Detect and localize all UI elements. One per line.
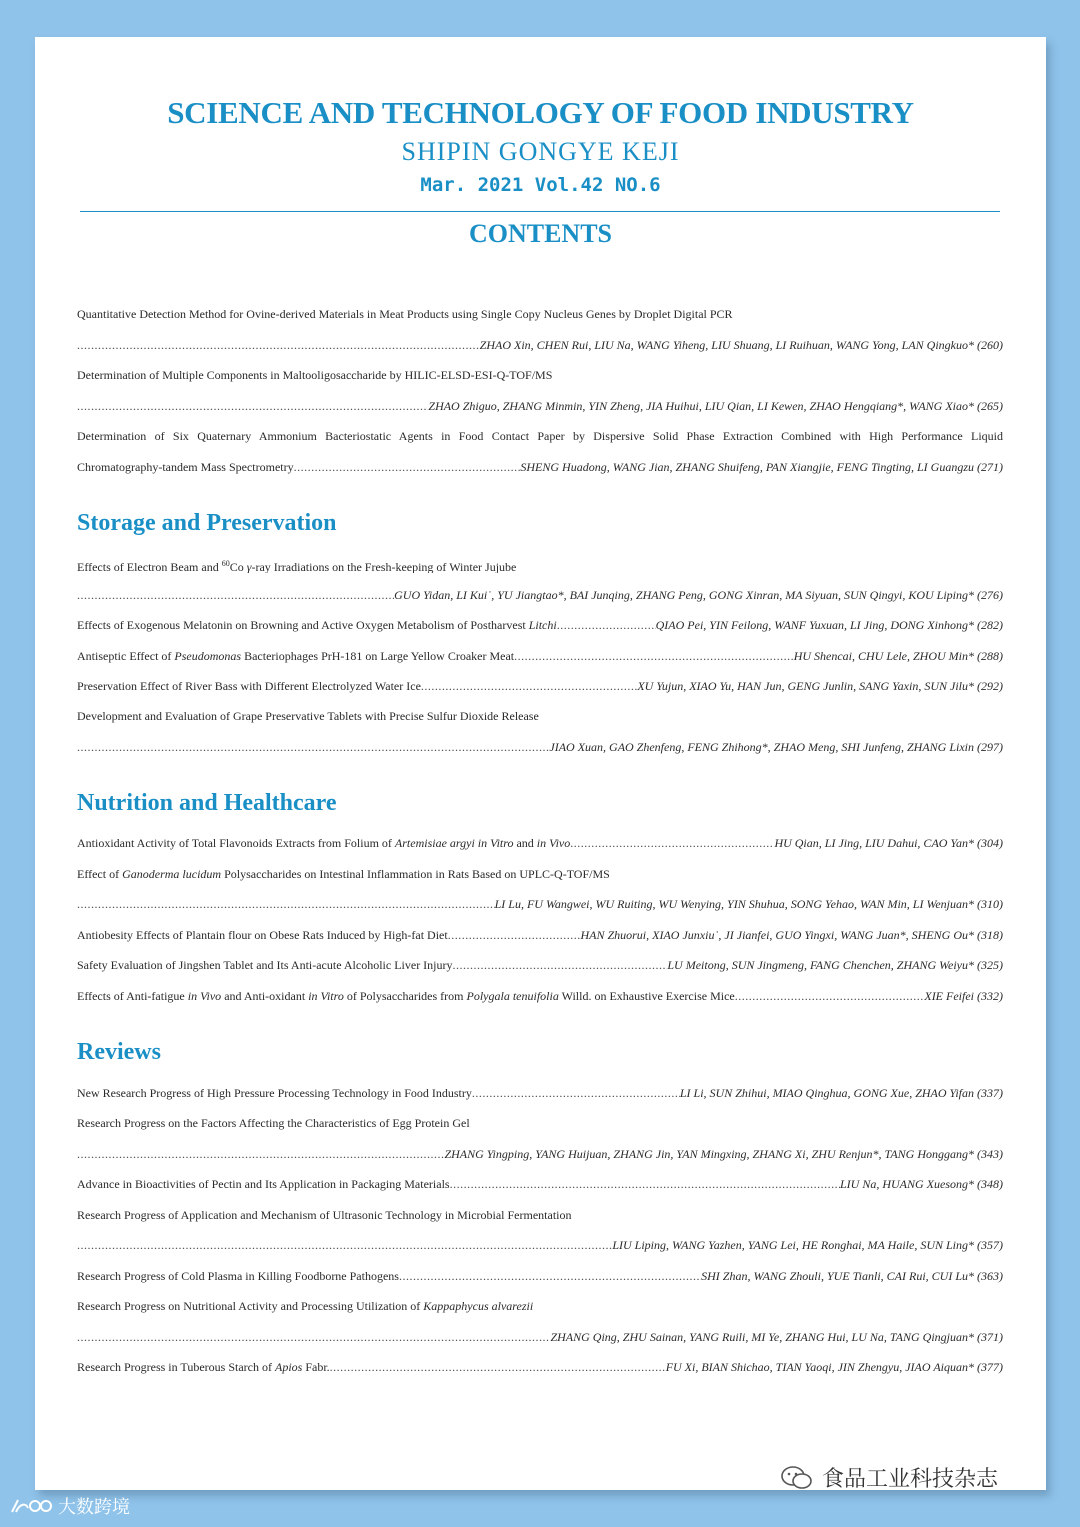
toc-entry[interactable]: ..... ZHANG Yingping, YANG Huijuan, ZHANG Jin, YAN Mingxing, ZHANG Xi, ZHU Renjun*, TANG Honggang* (343) — [77, 1145, 1003, 1163]
watermark-left-text: 大数跨境 — [58, 1497, 130, 1518]
wechat-watermark — [780, 1462, 998, 1493]
toc-entry[interactable]: Research Progress on Nutritional Activity and Processing Utilization of Kappaphycus alvarezii — [77, 1299, 534, 1313]
toc-entry[interactable]: Effect of Ganoderma lucidum Polysaccharides on Intestinal Inflammation in Rats Based on UPLC-Q-TOF/MS — [77, 867, 610, 881]
toc-entry[interactable]: ..... ZHAO Zhiguo, ZHANG Minmin, YIN Zheng, JIA Huihui, LIU Qian, LI Kewen, ZHAO Hengqiang*, WANG Xiao* (265) — [77, 397, 1003, 415]
toc-entry[interactable]: ..... ZHAO Xin, CHEN Rui, LIU Na, WANG Yiheng, LIU Shuang, LI Ruihuan, WANG Yong, LAN Qingkuo* (260) — [77, 336, 1003, 354]
toc-entry[interactable]: Research Progress in Tuberous Starch of Apios Fabr. ..... FU Xi, BIAN Shichao, TIAN Yaoqi, JIN Zhengyu, JIAO Aiquan* (377) — [77, 1358, 1003, 1376]
toc-entry[interactable]: Development and Evaluation of Grape Preservative Tablets with Precise Sulfur Dioxide Release — [77, 709, 539, 723]
toc-entry[interactable]: Preservation Effect of River Bass with Different Electrolyzed Water Ice ..... XU Yujun, XIAO Yu, HAN Jun, GENG Junlin, SANG Yaxin, SUN Jilu* (292) — [77, 677, 1003, 695]
section-heading-storage: Storage and Preservation — [77, 510, 337, 536]
toc-entry[interactable]: Research Progress of Application and Mechanism of Ultrasonic Technology in Microbial Fermentation — [77, 1208, 572, 1222]
toc-entry[interactable]: ..... JIAO Xuan, GAO Zhenfeng, FENG Zhihong*, ZHAO Meng, SHI Junfeng, ZHANG Lixin (297) — [77, 738, 1003, 756]
toc-entry[interactable]: ..... GUO Yidan, LI Kui˙, YU Jiangtao*, BAI Junqing, ZHANG Peng, GONG Xinran, MA Siyuan, SUN Qingyi, KOU Liping* (276) — [77, 586, 1003, 604]
pinyin-title: SHIPIN GONGYE KEJI — [401, 137, 680, 166]
toc-entry[interactable]: New Research Progress of High Pressure Processing Technology in Food Industry ..... LI Li, SUN Zhihui, MIAO Qinghua, GONG Xue, ZHAO Yifan (337) — [77, 1084, 1003, 1102]
toc-entry[interactable]: ..... LIU Liping, WANG Yazhen, YANG Lei, HE Ronghai, MA Haile, SUN Ling* (357) — [77, 1236, 1003, 1254]
toc-entry[interactable]: Research Progress on the Factors Affecting the Characteristics of Egg Protein Gel — [77, 1116, 470, 1130]
site-watermark — [8, 1493, 130, 1519]
logo-icon — [8, 1495, 52, 1517]
toc-entry[interactable]: Chromatography-tandem Mass Spectrometry ..... SHENG Huadong, WANG Jian, ZHANG Shuifeng, PAN Xiangjie, FENG Tingting, LI Guangzu (271) — [77, 458, 1003, 476]
toc-entry[interactable]: ..... ZHANG Qing, ZHU Sainan, YANG Ruili, MI Ye, ZHANG Hui, LU Na, TANG Qingjuan* (371) — [77, 1328, 1003, 1346]
toc-entry[interactable]: Effects of Electron Beam and $^{60}$Co γ-ray Irradiations on the Fresh-keeping of Winter Jujube — [77, 559, 517, 573]
toc-entry[interactable]: Antiobesity Effects of Plantain flour on Obese Rats Induced by High-fat Diet ..... HAN Zhuorui, XIAO Junxiu˙, JI Jianfei, GUO Yingxi, WANG Juan*, SHENG Ou* (318) — [77, 926, 1003, 944]
header-divider — [80, 211, 1000, 212]
wechat-icon — [780, 1465, 814, 1491]
section-heading-reviews: Reviews — [77, 1039, 161, 1065]
toc-entry[interactable]: Antiseptic Effect of Pseudomonas Bacteriophages PrH-181 on Large Yellow Croaker Meat ..... HU Shencai, CHU Lele, ZHOU Min* (288) — [77, 647, 1003, 665]
toc-entry[interactable]: Determination of Multiple Components in Maltooligosaccharide by HILIC-ELSD-ESI-Q-TOF/MS — [77, 368, 553, 382]
journal-title: SCIENCE AND TECHNOLOGY OF FOOD INDUSTRY — [167, 95, 914, 130]
watermark-right-text: 食品工业科技杂志 — [822, 1467, 999, 1492]
toc-entry[interactable]: Determination of Six Quaternary Ammonium Bacteriostatic Agents in Food Contact Paper by Dispersive Solid Phase Extraction Combined with High Performance Liquid — [77, 429, 1003, 443]
toc-entry[interactable]: Advance in Bioactivities of Pectin and Its Application in Packaging Materials ..... LIU Na, HUANG Xuesong* (348) — [77, 1175, 1003, 1193]
toc-entry[interactable]: ..... LI Lu, FU Wangwei, WU Ruiting, WU Wenying, YIN Shuhua, SONG Yehao, WAN Min, LI Wenjuan* (310) — [77, 895, 1003, 913]
toc-entry[interactable]: Quantitative Detection Method for Ovine-derived Materials in Meat Products using Single Copy Nucleus Genes by Droplet Digital PCR — [77, 307, 733, 321]
toc-entry[interactable]: Effects of Anti-fatigue in Vivo and Anti-oxidant in Vitro of Polysaccharides from Polygala tenuifolia Willd. on Exhaustive Exercise Mice ..... XIE Feifei (332) — [77, 987, 1003, 1005]
toc-entry[interactable]: Antioxidant Activity of Total Flavonoids Extracts from Folium of Artemisiae argyi in Vitro and in Vivo ..... HU Qian, LI Jing, LIU Dahui, CAO Yan* (304) — [77, 834, 1003, 852]
toc-entry[interactable]: Research Progress of Cold Plasma in Killing Foodborne Pathogens ..... SHI Zhan, WANG Zhouli, YUE Tianli, CAI Rui, CUI Lu* (363) — [77, 1267, 1003, 1285]
issue-info: Mar. 2021 Vol.42 NO.6 — [420, 174, 661, 196]
toc-page — [35, 37, 1046, 1490]
toc-entry[interactable]: Safety Evaluation of Jingshen Tablet and Its Anti-acute Alcoholic Liver Injury ..... LU Meitong, SUN Jingmeng, FANG Chenchen, ZHANG Weiyu* (325) — [77, 956, 1003, 974]
toc-entry[interactable]: Effects of Exogenous Melatonin on Browning and Active Oxygen Metabolism of Postharvest Litchi ..... QIAO Pei, YIN Feilong, WANF Yuxuan, LI Jing, DONG Xinhong* (282) — [77, 616, 1003, 634]
contents-heading: CONTENTS — [468, 219, 613, 248]
section-heading-nutrition: Nutrition and Healthcare — [77, 790, 337, 816]
